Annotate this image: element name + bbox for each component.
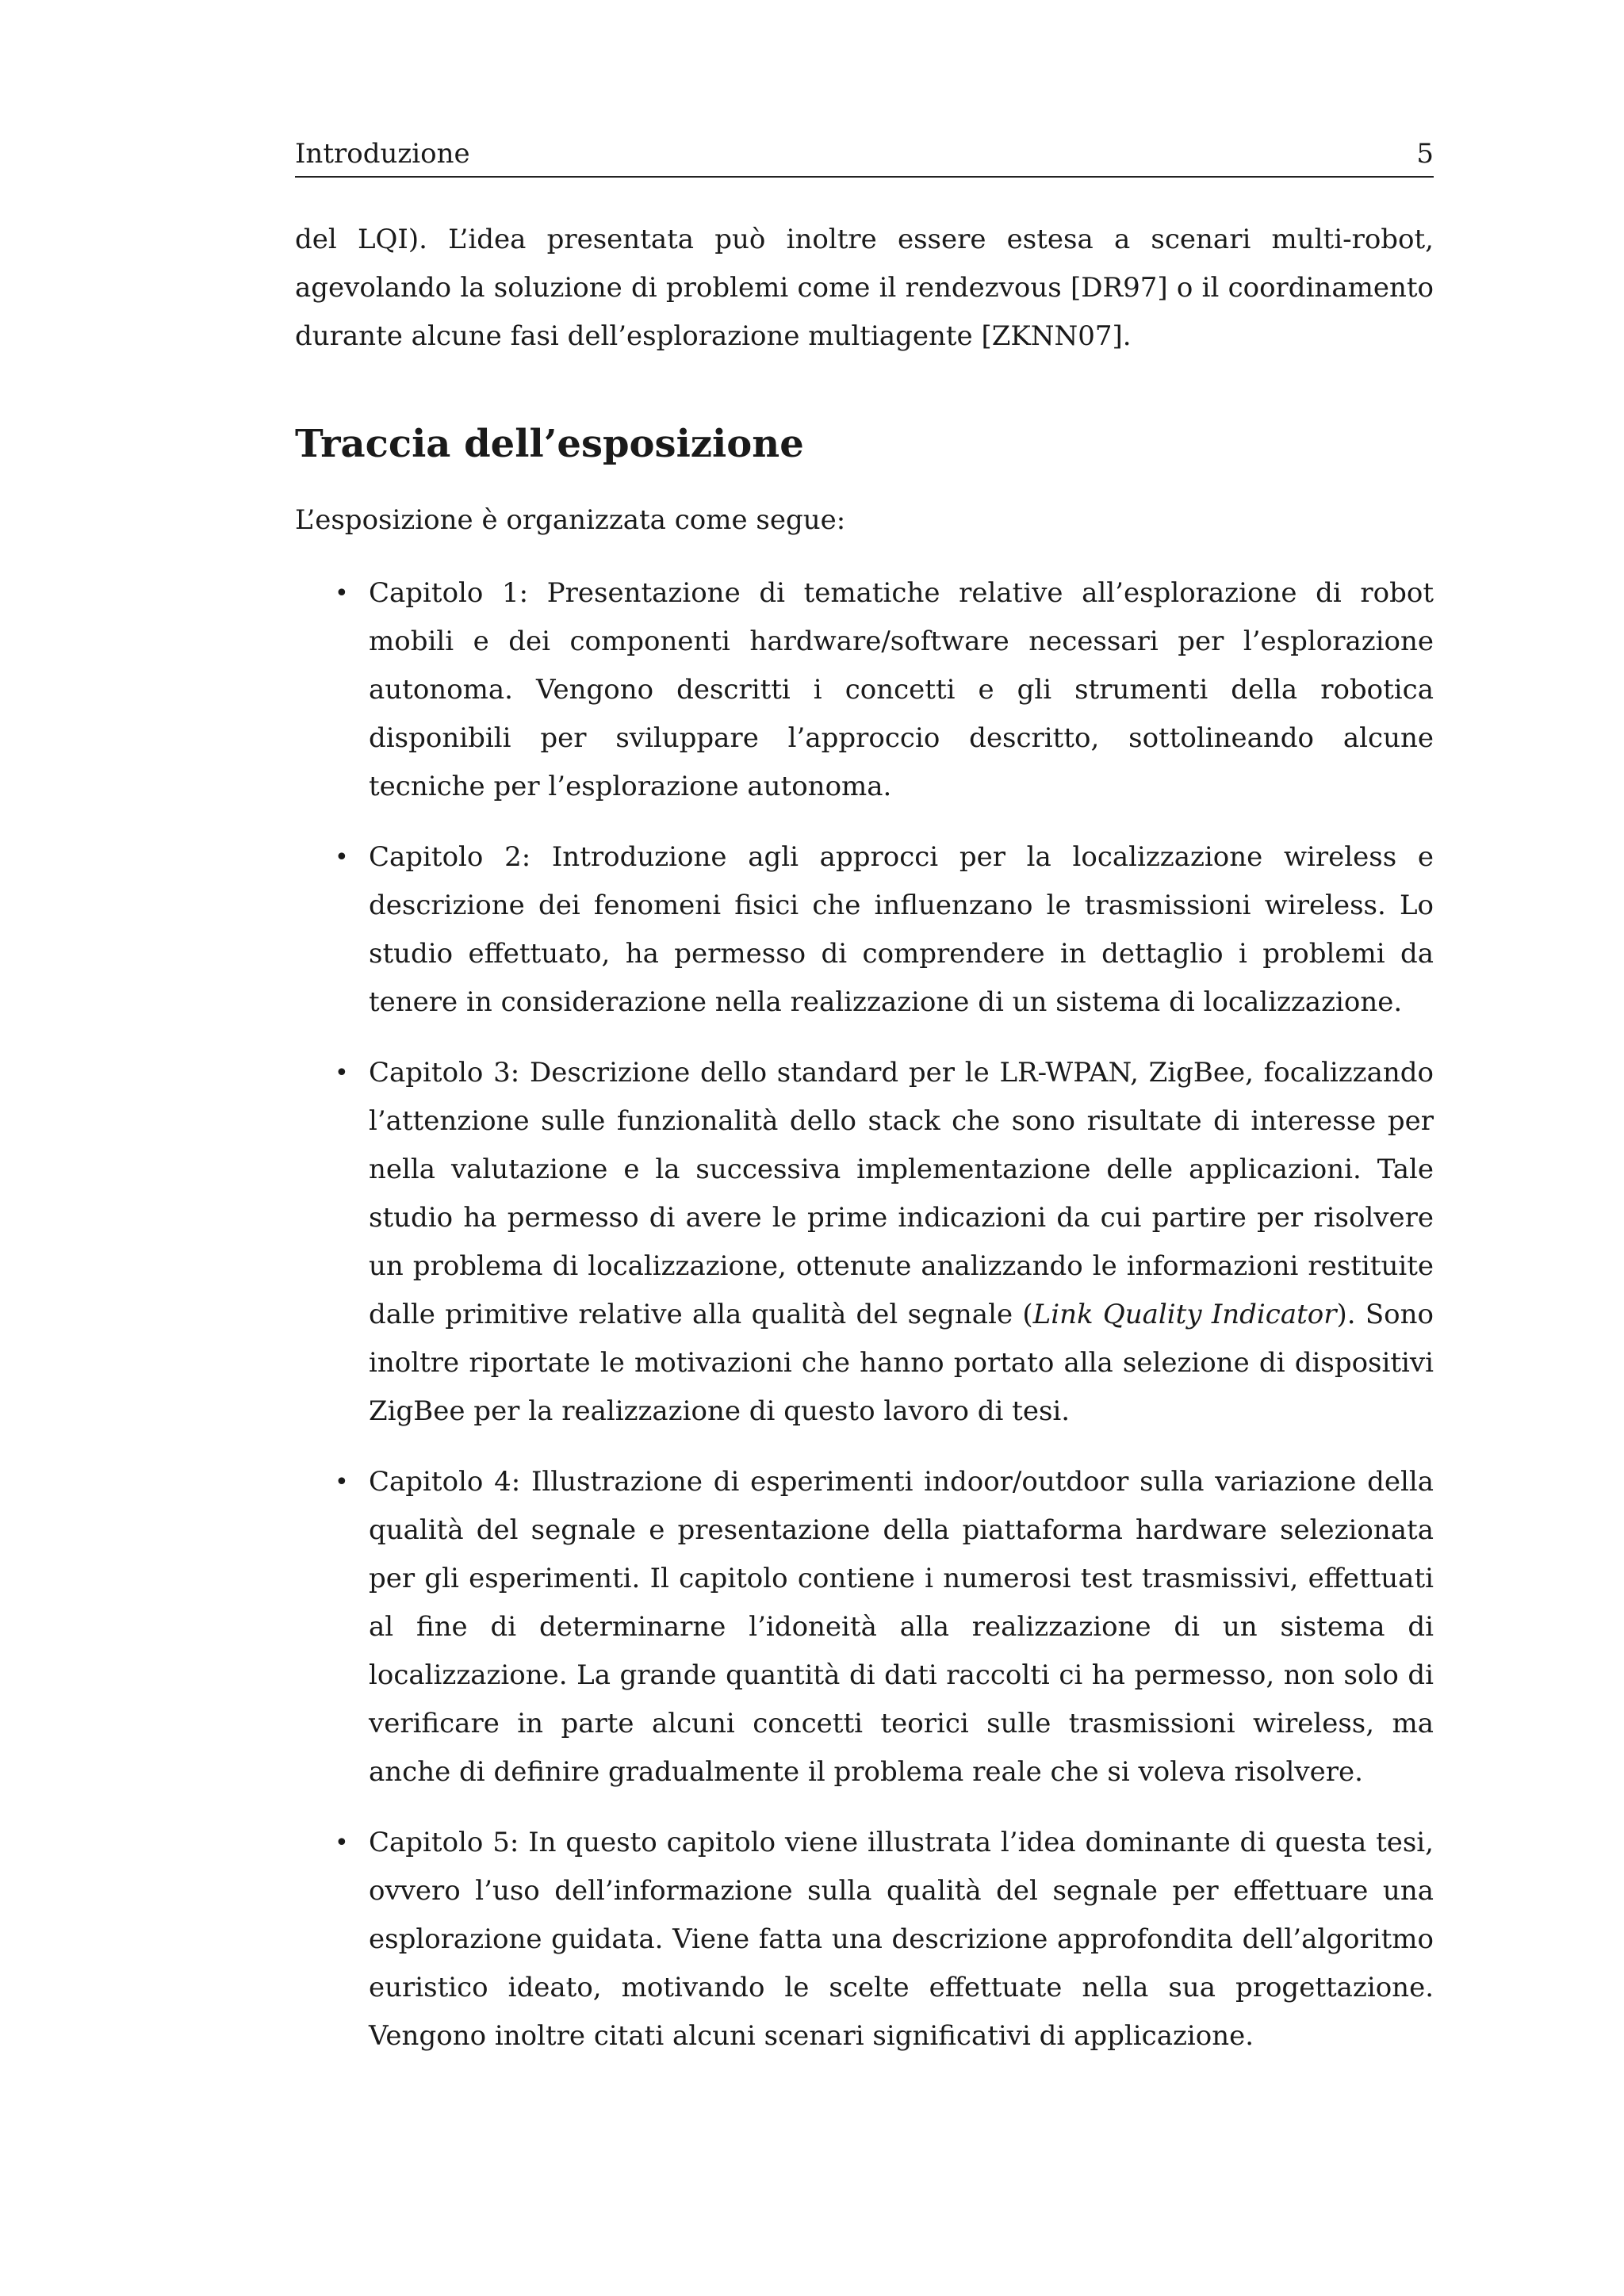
intro-paragraph: del LQI). L’idea presentata può inoltre essere estesa a scenari multi-robot, agevolando la soluzione di problemi come il rendezvous [DR97] o il coordinamento durante alcune fasi dell’esplorazione multiagente [ZKNN07]. — [295, 224, 1434, 352]
chapter-text: Capitolo 2: Introduzione agli approcci per la localizzazione wireless e descrizione dei fenomeni fisici che influenzano le trasmissioni wireless. Lo studio effettuato, ha permesso di comprendere in dettaglio i problemi da tenere in considerazione nella realizzazione di un sistema di localizzazione. — [369, 841, 1434, 1018]
chapter-item-3 — [295, 1049, 1434, 1436]
chapter-text — [369, 1057, 1434, 1427]
section-heading: Traccia dell’esposizione — [295, 422, 804, 466]
running-header — [295, 132, 1434, 178]
chapter-list — [295, 569, 1434, 2083]
chapter-text: Capitolo 1: Presentazione di tematiche relative all’esplorazione di robot mobili e dei componenti hardware/software necessari per l’esplorazione autonoma. Vengono descritti i concetti e gli strumenti della robotica disponibili per sviluppare l’approccio descritto, sottolineando alcune tecniche per l’esplorazione autonoma. — [369, 577, 1434, 802]
section-lead-in: L’esposizione è organizzata come segue: — [295, 504, 846, 536]
bullet-icon: • — [335, 1829, 349, 1857]
chapter-item-2 — [295, 833, 1434, 1027]
chapter-text: Capitolo 5: In questo capitolo viene illustrata l’idea dominante di questa tesi, ovvero l’uso dell’informazione sulla qualità del segnale per effettuare una esplorazione guidata. Viene fatta una descrizione approfondita dell’algoritmo euristico ideato, motivando le scelte effettuate nella sua progettazione. Vengono inoltre citati alcuni scenari significativi di applicazione. — [369, 1827, 1434, 2052]
chapter-item-1 — [295, 569, 1434, 811]
bullet-icon: • — [335, 1059, 349, 1087]
chapter-text: Capitolo 4: Illustrazione di esperimenti indoor/outdoor sulla variazione della qualità del segnale e presentazione della piattaforma hardware selezionata per gli esperimenti. Il capitolo contiene i numerosi test trasmissivi, effettuati al fine di determinarne l’idoneità alla realizzazione di un sistema di localizzazione. La grande quantità di dati raccolti ci ha permesso, non solo di verificare in parte alcuni concetti teorici sulle trasmissioni wireless, ma anche di definire gradualmente il problema reale che si voleva risolvere. — [369, 1466, 1434, 1788]
bullet-icon: • — [335, 844, 349, 871]
header-page-number: 5 — [1416, 138, 1434, 170]
chapter-item-4 — [295, 1458, 1434, 1797]
bullet-icon: • — [335, 580, 349, 607]
bullet-icon: • — [335, 1468, 349, 1496]
chapter-text-before: Capitolo 3: Descrizione dello standard per le LR-WPAN, ZigBee, focalizzando l’attenzione sulle funzionalità dello stack che sono risultate di interesse per nella valutazione e la successiva implementazione delle applicazioni. Tale studio ha permesso di avere le prime indicazioni da cui partire per risolvere un problema di localizzazione, ottenute analizzando le informazioni restituite dalle primitive relative alla qualità del segnale ( — [369, 1057, 1434, 1330]
header-section-title: Introduzione — [295, 138, 470, 170]
chapter-text-after: ). Sono inoltre riportate le motivazioni che hanno portato alla selezione di dispositivi ZigBee per la realizzazione di questo lavoro di tesi. — [369, 1299, 1434, 1427]
chapter-text-emphasis: Link Quality Indicator — [1032, 1299, 1337, 1330]
chapter-item-5 — [295, 1819, 1434, 2061]
